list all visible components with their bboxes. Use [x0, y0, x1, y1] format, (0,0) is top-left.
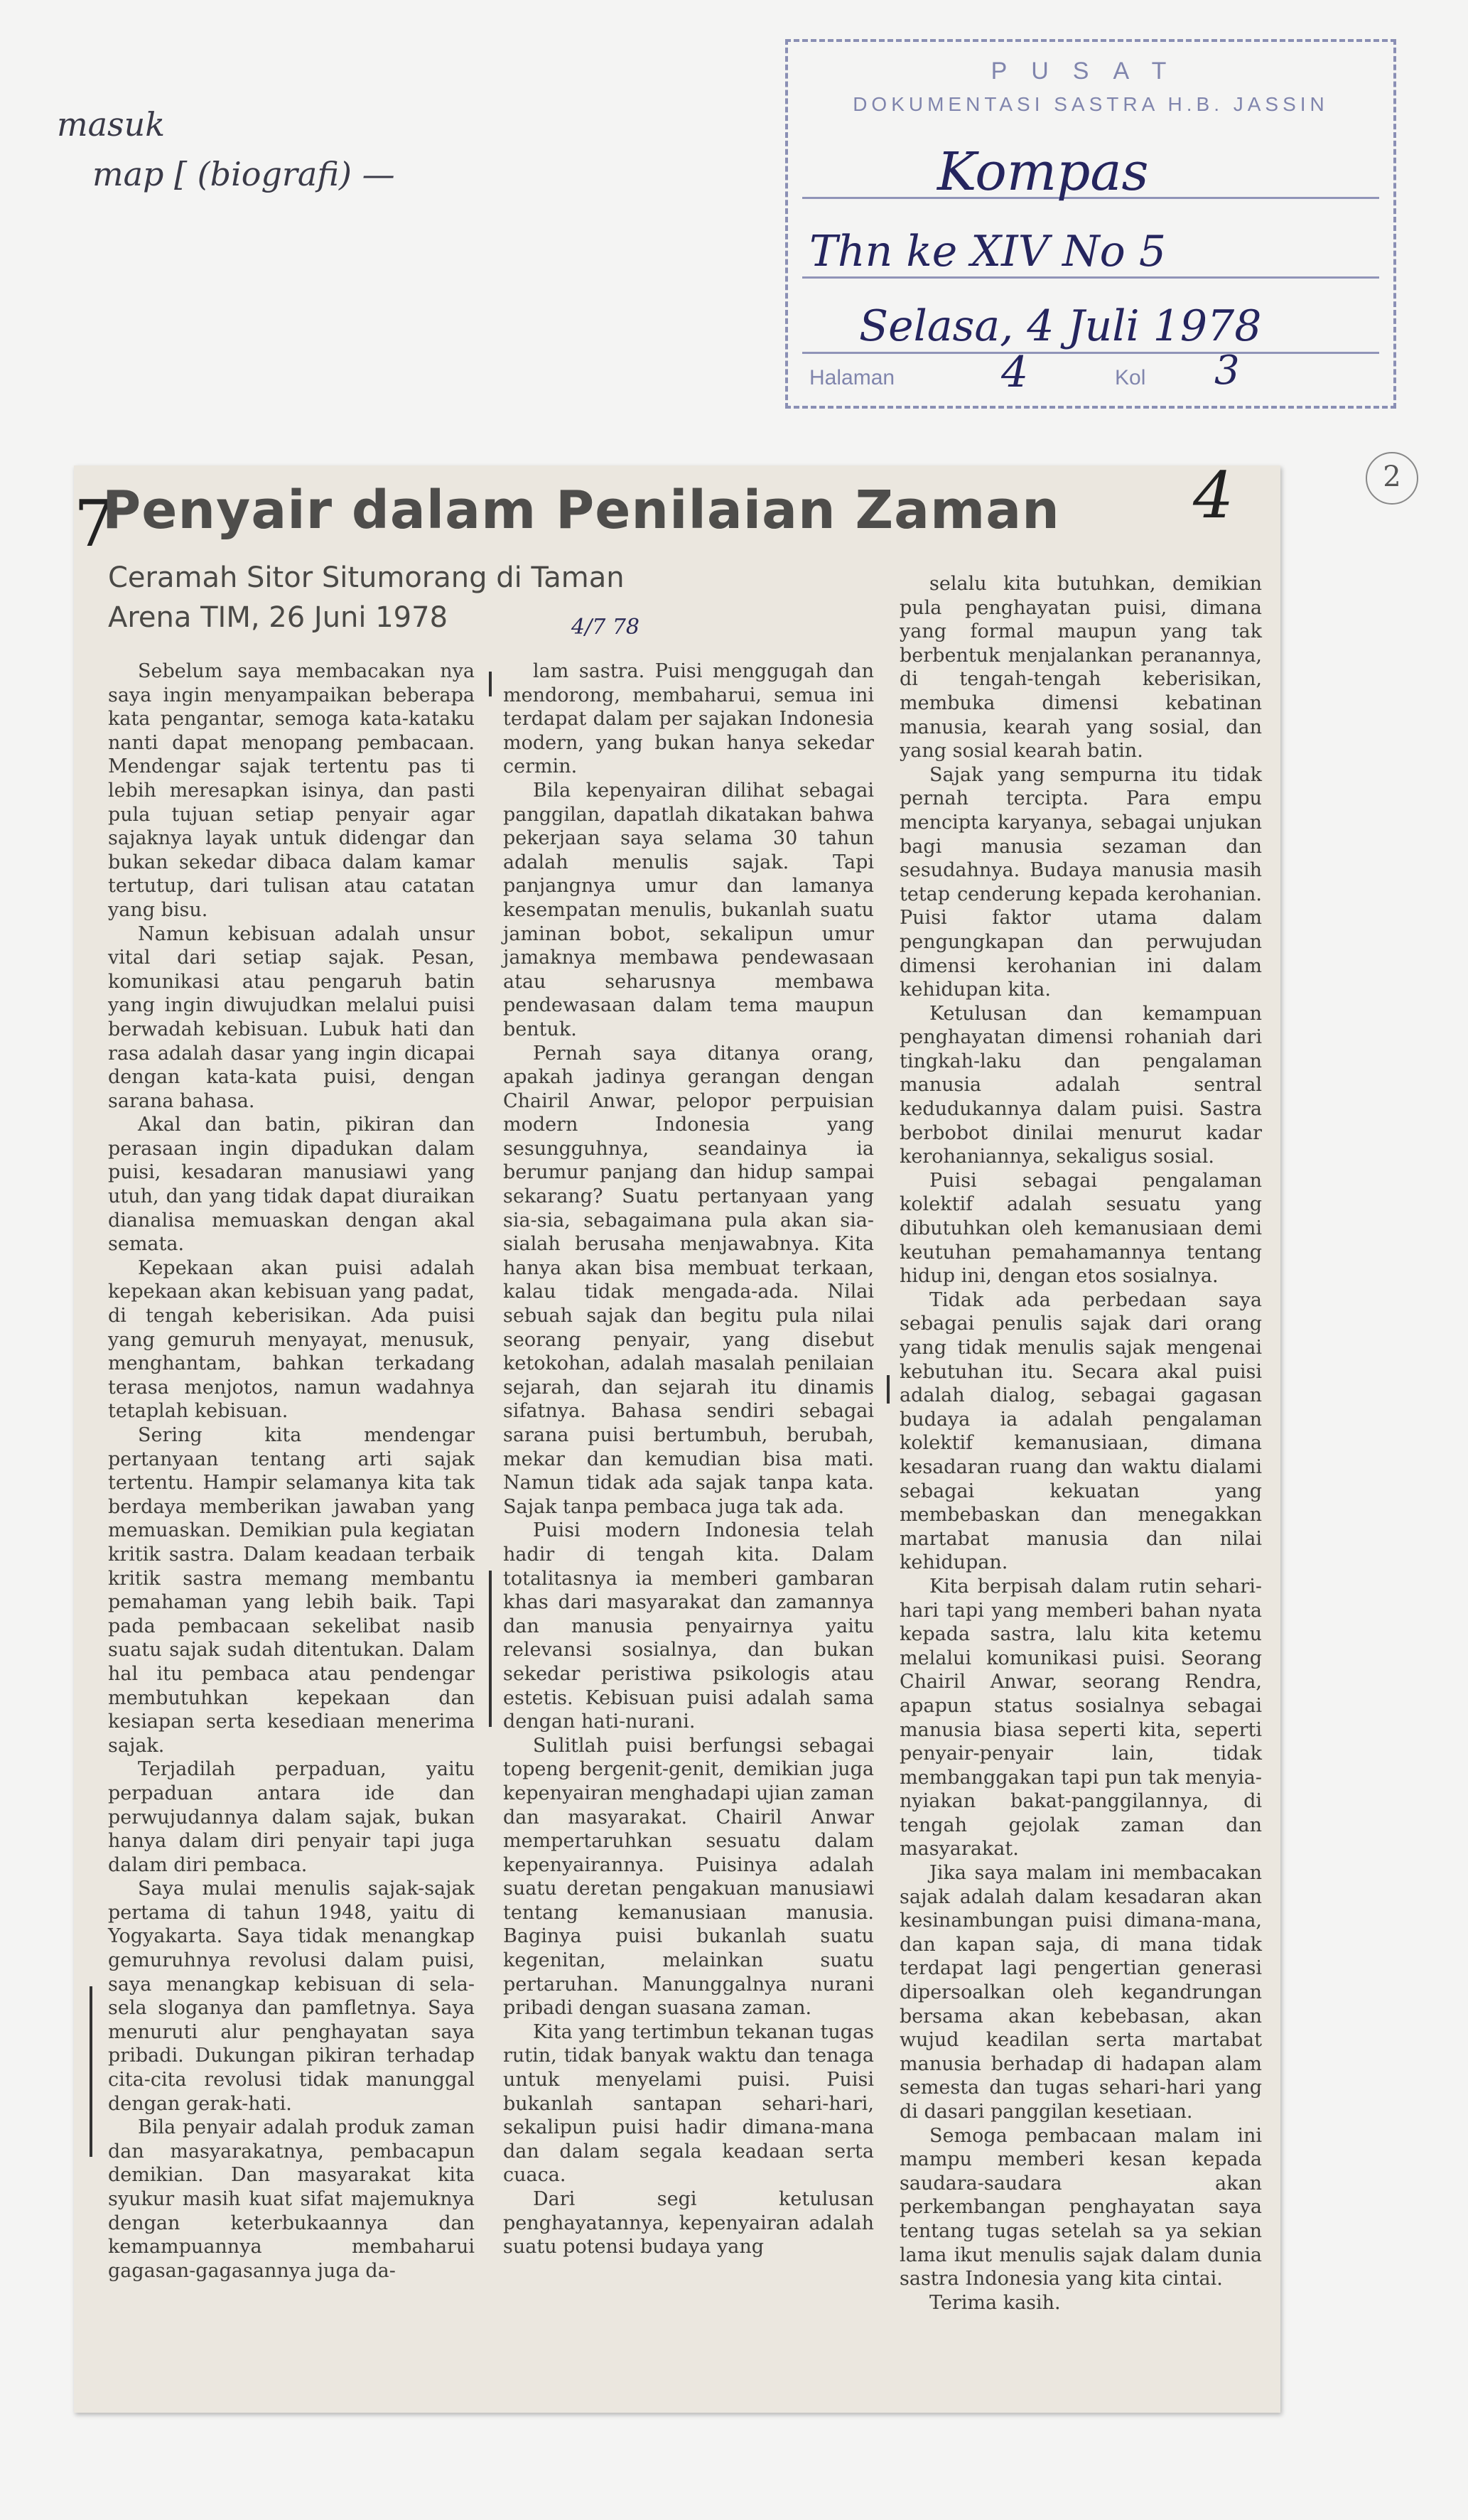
article-paragraph: Bila penyair adalah produk zaman dan masyarakatnya, pembacapun demikian. Dan masyarakat kita syukur masih kuat sifat majemuknya dengan keterbukaannya dan kemampuannya membaharui gagasan-gagasannya juga da- — [108, 2116, 475, 2282]
article-paragraph: Tidak ada perbedaan saya sebagai penulis sajak dari orang yang tidak menulis sajak mengenai kebutuhan itu. Secara akal puisi adalah dialog, sebagai gagasan budaya ia adalah pengalaman kolektif kemanusiaan, dimana kesadaran ruang dan waktu dialami sebagai kekuatan yang membebaskan dan menegakkan martabat manusia dan nilai kehidupan. — [900, 1288, 1262, 1574]
margin-bar — [489, 672, 492, 696]
article-paragraph: Bila kepenyairan dilihat sebagai panggilan, dapatlah dikatakan bahwa pekerjaan saya selama 30 tahun adalah menulis sajak. Tapi panjangnya umur dan lamanya kesempatan menulis, bukanlah suatu jaminan bobot, sekalipun umur jamaknya membawa pendewasaan atau seharusnya membawa pendewasaan dalam tema maupun bentuk. — [503, 779, 874, 1040]
article-paragraph: Terjadilah perpaduan, yaitu perpaduan antara ide dan perwujudannya dalam sajak, bukan hanya dalam diri penyair tapi juga dalam diri pembaca. — [108, 1758, 475, 1876]
article-paragraph: Jika saya malam ini membacakan sajak adalah dalam kesadaran akan kesinambungan puisi dimana-mana, dan kapan saja, di mana tidak terdapat lagi pengertian generasi dipersoalkan oleh kegandrungan bersama akan kebebasan, akan wujud keadilan serta martabat manusia berhadap di hadapan alam semesta dan tugas sehari-hari yang di dasari panggilan kesetiaan. — [900, 1862, 1262, 2123]
margin-bar — [887, 1375, 890, 1404]
article-paragraph: Dari segi ketulusan penghayatannya, kepenyairan adalah suatu potensi budaya yang — [503, 2188, 874, 2258]
clipping-mark-left: 7 — [74, 487, 115, 561]
archive-stamp — [785, 39, 1396, 409]
article-paragraph: Akal dan batin, pikiran dan perasaan ingin dipadukan dalam puisi, kesadaran manusiawi yang utuh, dan yang tidak dapat diuraikan dianalisa memuaskan dengan akal semata. — [108, 1114, 475, 1256]
article-paragraph: Sajak yang sempurna itu tidak pernah tercipta. Para empu mencipta karyanya, sebagai unjukan bagi manusia sezaman dan sesudahnya. Budaya manusia masih tetap cenderung kepada kerohanian. Puisi faktor utama dalam pengungkapan dan perwujudan dimensi kerohanian ini dalam kehidupan kita. — [900, 763, 1262, 1001]
page-mark: 2 — [1366, 452, 1418, 505]
article-paragraph: Terima kasih. — [929, 2291, 1061, 2314]
stamp-date: Selasa, 4 Juli 1978 — [859, 301, 1262, 351]
article-paragraph: Kita yang tertimbun tekanan tugas rutin, tidak banyak waktu dan tenaga untuk menyelami puisi. Puisi bukanlah santapan sehari-hari, sekalipun puisi hadir dimana-mana dan dalam segala keadaan serta cuaca. — [503, 2020, 874, 2187]
article-column-2 — [503, 659, 874, 2259]
article-paragraph: Sebelum saya membacakan nya saya ingin menyampaikan beberapa kata pengantar, semoga kata-kataku nanti dapat menopang pembacaan. Mendengar sajak tertentu pas ti lebih meresapkan isinya, dan pasti pula tujuan setiap penyair agar sajaknya layak untuk didengar dan bukan sekedar dibaca dalam kamar tertutup, dari tulisan atau catatan yang bisu. — [108, 660, 475, 921]
article-paragraph: Puisi sebagai pengalaman kolektif adalah sesuatu yang dibutuhkan oleh kemanusiaan demi keutuhan pemahamannya tentang hidup ini, dengan etos sosialnya. — [900, 1169, 1262, 1288]
article-paragraph: Ketulusan dan kemampuan penghayatan dimensi rohaniah dari tingkah-laku dan pengalaman manusia adalah sentral kedudukannya dalam puisi. Sastra berbobot dinilai menurut kadar kerohaniannya, sekaligus sosial. — [900, 1002, 1262, 1168]
article-paragraph: Kita berpisah dalam rutin sehari-hari tapi yang memberi bahan nyata kepada sastra, lalu kita ketemu melalui komunikasi puisi. Seorang Chairil Anwar, seorang Rendra, apapun status sosialnya sebagai manusia biasa seperti kita, seperti penyair-penyair lain, tidak membanggakan tapi pun tak menyia-nyiakan bakat-panggilannya, di tengah gejolak zaman dan masyarakat. — [900, 1575, 1262, 1861]
article-paragraph: Pernah saya ditanya orang, apakah jadinya gerangan dengan Chairil Anwar, pelopor perpuisian modern Indonesia yang sesungguhnya, seandainya ia berumur panjang dan hidup sampai sekarang? Suatu pertanyaan yang sia-sia, sebagaimana pula akan sia-sialah berusaha menjawabnya. Kita hanya akan bisa membuat terkaan, kalau tidak mengada-ada. Nilai sebuah sajak dan begitu pula nilai seorang penyair, yang disebut ketokohan, adalah masalah penilaian sejarah, dan sejarah itu dinamis sifatnya. Bahasa sendiri sebagai sarana puisi bertumbuh, berubah, mekar dan kemudian bisa mati. Namun tidak ada sajak tanpa kata. Sajak tanpa pembaca juga tak ada. — [503, 1042, 874, 1518]
article-paragraph: Saya mulai menulis sajak-sajak pertama di tahun 1948, yaitu di Yogyakarta. Saya tidak menangkap gemuruhnya revolusi dalam puisi, saya menangkap kebisuan di sela-sela sloganya dan pamfletnya. Saya menuruti alur penghayatan saya pribadi. Dukungan pikiran terhadap cita-cita revolusi tidak manunggal dengan gerak-hati. — [108, 1878, 475, 2115]
article-paragraph: lam sastra. Puisi menggugah dan mendorong, membaharui, semua ini terdapat dalam per sajakan Indonesia modern, yang bukan hanya sekedar cermin. — [503, 660, 874, 778]
handwritten-note-line-2: map [ (biografi) — — [92, 155, 395, 193]
newspaper-clipping — [74, 465, 1280, 2413]
clipping-mark-right: 4 — [1193, 465, 1234, 533]
article-headline: Penyair dalam Penilaian Zaman — [102, 480, 1060, 541]
margin-bar — [90, 1986, 92, 2157]
article-column-3 — [900, 572, 1262, 2315]
article-paragraph: Kepekaan akan puisi adalah kepekaan akan kebisuan yang padat, di tengah keberisikan. Ada puisi yang gemuruh menyayat, menusuk, menghantam, bahkan terkadang terasa menjotos, namun wadahnya tetaplah kebisuan. — [108, 1256, 475, 1423]
article-paragraph: Sering kita mendengar pertanyaan tentang arti sajak tertentu. Hampir selamanya kita tak berdaya memberikan jawaban yang memuaskan. Demikian pula kegiatan kritik sastra. Dalam keadaan terbaik kritik sastra memang membantu pemahaman yang lebih baik. Tapi pada pembacaan sekelibat nasib suatu sajak sudah ditentukan. Dalam hal itu pembaca atau pendengar membutuhkan kepekaan dan kesiapan serta kesediaan menerima sajak. — [108, 1424, 475, 1757]
stamp-header-1: PUSAT — [991, 58, 1191, 85]
article-column-1 — [108, 659, 475, 2283]
article-paragraph: Puisi modern Indonesia telah hadir di tengah kita. Dalam totalitasnya ia memberi gambaran khas dari masyarakat dan zamannya dan manusia penyairnya yaitu relevansi sosialnya, dan bukan sekedar peristiwa psikologis atau estetis. Kebisuan puisi adalah sama dengan hati-nurani. — [503, 1519, 874, 1733]
handwritten-note — [57, 99, 395, 199]
stamp-page-label: Halaman — [809, 366, 895, 389]
stamp-issue: Thn ke XIV No 5 — [809, 227, 1167, 276]
margin-date-note: 4/7 78 — [571, 615, 639, 640]
article-paragraph: Namun kebisuan adalah unsur vital dari setiap sajak. Pesan, komunikasi atau pengaruh batin yang ingin diwujudkan melalui puisi berwadah kebisuan. Lubuk hati dan rasa adalah dasar yang ingin dicapai dengan kata-kata puisi, dengan sarana bahasa. — [108, 922, 475, 1112]
article-paragraph: selalu kita butuhkan, demikian pula penghayatan puisi, dimana yang formal maupun yang tak berbentuk menjalankan peranannya, di tengah-tengah keberisikan, membuka dimensi kebatinan manusia, kearah yang sosial, dan yang sosial kearah batin. — [900, 573, 1262, 763]
stamp-rule — [802, 352, 1379, 354]
article-paragraph: Sulitlah puisi berfungsi sebagai topeng bergenit-genit, demikian juga kepenyairan menghadapi ujian zaman dan masyarakat. Chairil Anwar mempertaruhkan sesuatu dalam kepenyairannya. Puisinya adalah suatu deretan pengakuan manusiawi tentang kemanusiaan manusia. Baginya puisi bukanlah suatu kegenitan, melainkan suatu pertaruhan. Manunggalnya nurani pribadi dengan suasana zaman. — [503, 1734, 874, 2020]
stamp-column-value: 3 — [1214, 348, 1240, 394]
article-subhead: Ceramah Sitor Situmorang di Taman Arena TIM, 26 Juni 1978 — [108, 561, 625, 634]
article-paragraph: Semoga pembacaan malam ini mampu memberi kesan kepada saudara-saudara akan perkembangan penghayatan saya tentang tugas setelah sa ya sekian lama ikut menulis sajak dalam dunia sastra Indonesia yang kita cintai. — [900, 2124, 1262, 2290]
stamp-column-label: Kol — [1115, 366, 1146, 389]
margin-bar — [489, 1571, 492, 1727]
stamp-publication: Kompas — [937, 141, 1149, 203]
handwritten-note-line-1: masuk — [57, 105, 166, 144]
stamp-rule — [802, 276, 1379, 279]
stamp-header-2: DOKUMENTASI SASTRA H.B. JASSIN — [853, 93, 1329, 115]
stamp-page-value: 4 — [1001, 348, 1029, 397]
